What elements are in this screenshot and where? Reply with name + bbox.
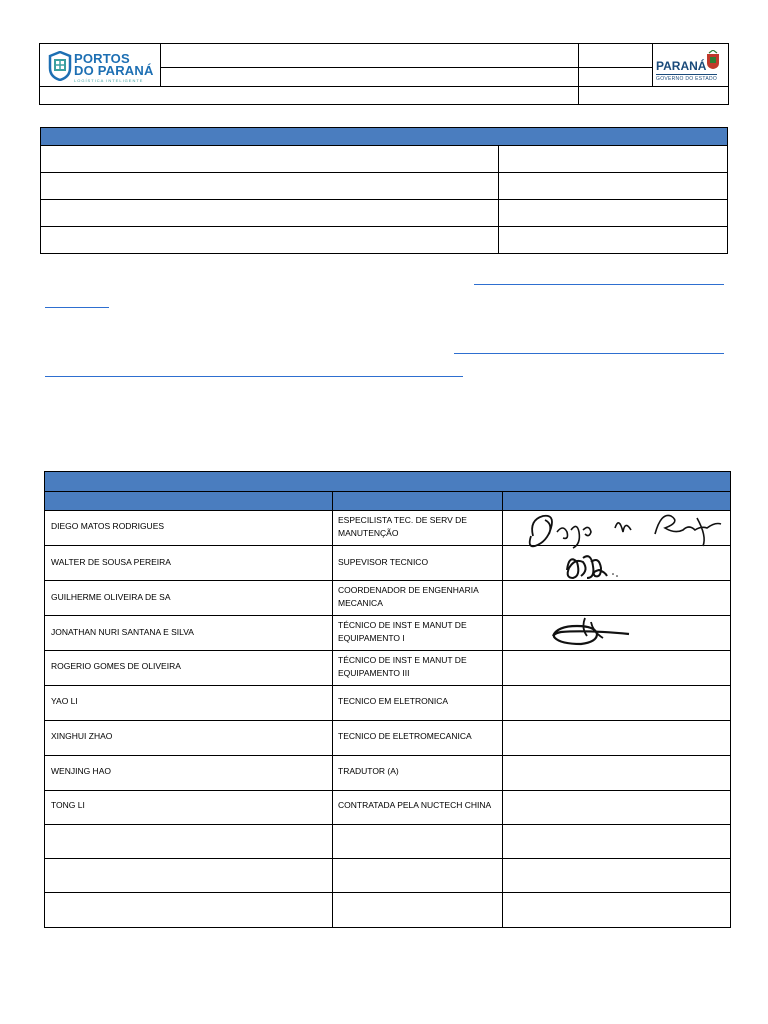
port-emblem-icon (47, 51, 73, 81)
participant-role: TÉCNICO DE INST E MANUT DE EQUIPAMENTO I (338, 620, 467, 643)
document-header (39, 43, 729, 105)
info-field[interactable] (499, 200, 728, 226)
participant-name: YAO LI (51, 696, 78, 706)
participant-name: ROGERIO GOMES DE OLIVEIRA (51, 661, 181, 671)
participant-role: CONTRATADA PELA NUCTECH CHINA (338, 800, 492, 810)
attendance-table (44, 471, 731, 928)
participant-role: TECNICO EM ELETRONICA (338, 696, 449, 706)
logo-title: PORTOS DO PARANÁ (74, 51, 154, 78)
handwritten-signature (561, 548, 621, 584)
participant-name: GUILHERME OLIVEIRA DE SA (51, 592, 171, 602)
participant-role: SUPEVISOR TECNICO (338, 557, 429, 567)
state-subtitle: GOVERNO DO ESTADO (656, 76, 718, 82)
meeting-info-table (40, 127, 728, 254)
participant-name: TONG LI (51, 800, 85, 810)
attendance-title-bar (45, 472, 730, 492)
portos-parana-logo (40, 44, 160, 88)
state-coat-of-arms-icon (706, 50, 720, 70)
hyperlink-underline[interactable] (474, 284, 724, 285)
participant-role: COORDENADOR DE ENGENHARIA MECANICA (338, 585, 479, 608)
info-field[interactable] (41, 146, 497, 172)
info-field[interactable] (41, 227, 497, 254)
handwritten-signature (525, 506, 725, 550)
info-table-header (41, 128, 727, 146)
participant-role: TECNICO DE ELETROMECANICA (338, 731, 472, 741)
info-field[interactable] (499, 173, 728, 199)
info-field[interactable] (499, 227, 728, 254)
handwritten-signature (547, 614, 637, 650)
state-name: PARANÁ (656, 59, 707, 73)
logo-subtitle: LOGÍSTICA INTELIGENTE (74, 78, 144, 83)
info-field[interactable] (41, 200, 497, 226)
participant-name: WALTER DE SOUSA PEREIRA (51, 557, 171, 567)
participant-role: TRADUTOR (A) (338, 766, 399, 776)
info-field[interactable] (499, 146, 728, 172)
hyperlink-underline[interactable] (45, 307, 109, 308)
hyperlink-underline[interactable] (45, 376, 463, 377)
participant-name: DIEGO MATOS RODRIGUES (51, 521, 165, 531)
participant-role: ESPECILISTA TEC. DE SERV DE MANUTENÇÃO (338, 515, 467, 538)
participant-name: XINGHUI ZHAO (51, 731, 113, 741)
participant-name: WENJING HAO (51, 766, 111, 776)
info-field[interactable] (41, 173, 497, 199)
participant-name: JONATHAN NURI SANTANA E SILVA (51, 627, 194, 637)
hyperlink-underline[interactable] (454, 353, 724, 354)
participant-role: TÉCNICO DE INST E MANUT DE EQUIPAMENTO III (338, 655, 467, 678)
